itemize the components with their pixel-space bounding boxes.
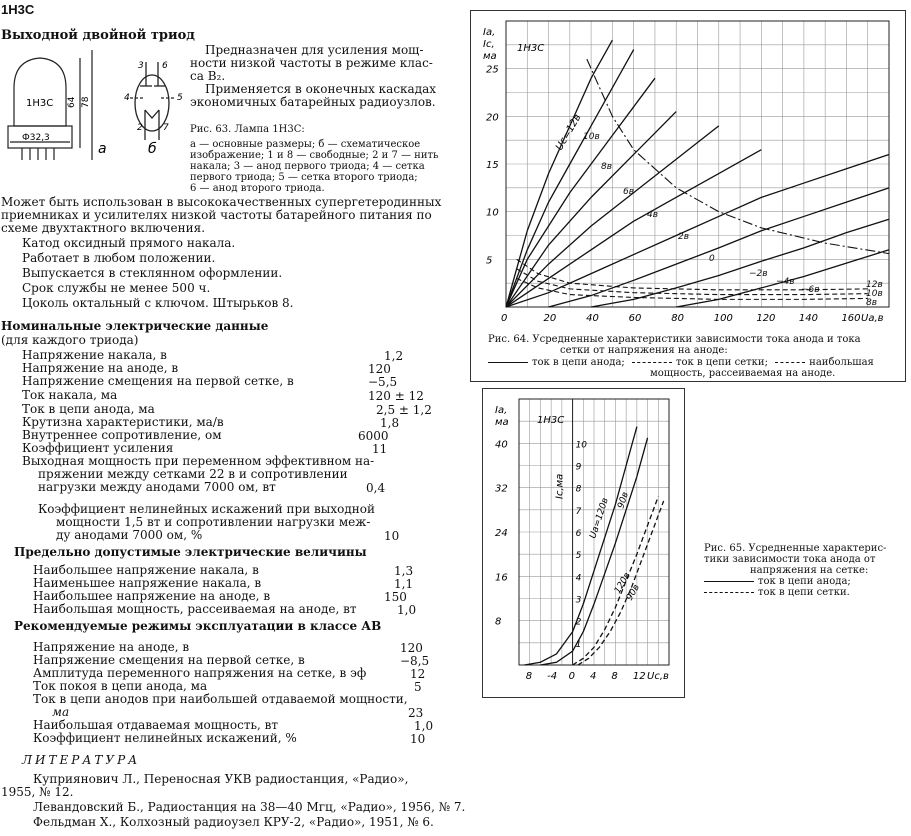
x-tick-label: 160 — [841, 313, 861, 324]
chart-tube-label: 1Н3С — [537, 415, 565, 426]
x-tick-label: 120 — [756, 313, 776, 324]
purpose-line-2: ности низкой частоты в режиме клас- — [190, 56, 433, 70]
intro-line-1: Может быть использован в высококачественных супергетеродинных — [1, 195, 442, 209]
anode-current-line-2: ма — [52, 705, 70, 719]
fig65-caption-1: Рис. 65. Усредненные характерис- — [704, 543, 887, 554]
fig64-caption-3: ток в цепи анода; ток в цепи сетки; наибольшая — [488, 357, 874, 368]
curve-label: −2в — [749, 269, 768, 279]
nominal-row: Напряжение на аноде, в — [22, 361, 179, 375]
x-tick-label: 4 — [590, 671, 597, 682]
y-axis-label-1: Iа, — [483, 27, 496, 38]
nominal-row: Коэффициент усиления — [22, 441, 174, 455]
intro-line-4: Катод оксидный прямого накала. — [22, 236, 236, 250]
nominal-row: Ток в цепи анода, ма — [22, 402, 155, 416]
x-axis-label: Uс,в — [647, 671, 669, 682]
label-b: б — [148, 141, 157, 157]
literature-ref-3: Фельдман Х., Колхозный радиоузел КРУ-2, «Радио», 1951, № 6. — [33, 815, 434, 829]
limits-row: Наименьшее напряжение накала, в — [33, 576, 262, 590]
purpose-line-4: Применяется в оконечных каскадах — [205, 82, 437, 96]
pin-7: 7 — [163, 123, 169, 133]
ic-tick-label: 5 — [575, 551, 582, 562]
curve-label: 12в — [866, 280, 883, 290]
curve-label: −6в — [801, 285, 820, 295]
intro-line-7: Срок службы не менее 500 ч. — [22, 281, 211, 295]
intro-line-5: Работает в любом положении. — [22, 251, 216, 265]
nominal-value: −5,5 — [368, 375, 398, 389]
tube-subtitle: Выходной двойной триод — [1, 28, 195, 43]
fig64-caption-6: мощность, рассеиваемая на аноде. — [650, 368, 836, 379]
ic-tick-label: 4 — [575, 573, 582, 584]
distortion-value: 10 — [384, 529, 400, 543]
nominal-value: 11 — [372, 442, 388, 456]
curve-label: 90в — [616, 490, 632, 510]
intro-line-6: Выпускается в стеклянном оформлении. — [22, 266, 283, 280]
purpose-line-3: са В₂. — [190, 69, 226, 83]
nominal-value: 6000 — [358, 429, 389, 443]
pin-6: 6 — [162, 61, 168, 71]
y-axis-label-2: ма — [495, 417, 509, 428]
y-axis-label-3: ма — [483, 51, 497, 62]
intro-line-8: Цоколь октальный с ключом. Штырьков 8. — [22, 296, 294, 310]
limits-value: 1,1 — [394, 577, 414, 591]
curve-label: 120в — [612, 571, 633, 596]
modes-value: −8,5 — [400, 654, 430, 668]
modes-value: 1,0 — [414, 719, 434, 733]
curve-label: 0 — [709, 254, 715, 264]
x-tick-label: 140 — [798, 313, 818, 324]
curve-label: 90в — [624, 582, 642, 603]
nominal-row: Напряжение смещения на первой сетке, в — [22, 374, 294, 388]
y-tick-label: 32 — [495, 483, 508, 495]
modes-value: 5 — [414, 680, 422, 694]
y-tick-label: 8 — [495, 616, 502, 628]
y-tick-label: 10 — [486, 207, 499, 219]
distortion-line-2: мощности 1,5 вт и сопротивлении нагрузки меж- — [56, 515, 371, 529]
nominal-row: Крутизна характеристики, ма/в — [22, 415, 224, 429]
limits-row: Наибольшее напряжение на аноде, в — [33, 589, 271, 603]
curve-label: 8в — [601, 162, 613, 172]
modes-row: Напряжение смещения на первой сетке, в — [33, 653, 305, 667]
modes-row: Напряжение на аноде, в — [33, 640, 190, 654]
curve-label: 4в — [647, 210, 659, 220]
modes-value: 12 — [410, 667, 426, 681]
anode-current-line-1: Ток в цепи анодов при наибольшей отдаваемой мощности, — [33, 692, 408, 706]
nominal-value: 1,8 — [380, 416, 400, 430]
ic-axis-label: Iс,ма — [554, 473, 566, 499]
purpose-line-1: Предназначен для усиления мощ- — [205, 43, 424, 57]
modes-row: Амплитуда переменного напряжения на сетке, в эф — [33, 666, 367, 680]
curve-label: 8в — [866, 298, 878, 308]
y-axis-label-1: Iа, — [495, 405, 508, 416]
dim-height-78: 78 — [81, 96, 91, 108]
y-tick-label: 15 — [486, 160, 499, 171]
limits-value: 1,0 — [397, 603, 417, 617]
modes-row: Коэффициент нелинейных искажений, % — [33, 731, 297, 745]
pin-4: 4 — [124, 93, 130, 103]
modes-value: 120 — [400, 641, 423, 655]
curve-label: 6в — [623, 187, 635, 197]
fig65-caption-4: ток в цепи анода; — [704, 576, 851, 587]
distortion-line-3: ду анодами 7000 ом, % — [56, 528, 203, 542]
x-tick-label: 60 — [628, 313, 642, 324]
literature-title: ЛИТЕРАТУРА — [22, 753, 141, 767]
x-tick-label: 12 — [632, 671, 646, 682]
power-value: 0,4 — [366, 481, 386, 495]
x-tick-label: -4 — [547, 671, 558, 682]
limits-value: 1,3 — [394, 564, 414, 578]
fig63-caption-l1: а — основные размеры; б — схематическое — [190, 139, 421, 150]
power-line-2: пряжении между сетками 22 в и сопротивлении — [38, 467, 348, 481]
pin-5: 5 — [177, 93, 183, 103]
anode-current-value: 23 — [408, 706, 424, 720]
ic-tick-label: 2 — [575, 617, 582, 628]
tube-label: 1Н3С — [26, 98, 54, 109]
ic-tick-label: 1 — [575, 639, 582, 650]
ic-tick-label: 9 — [575, 462, 582, 473]
x-tick-label: 40 — [586, 313, 599, 324]
ic-tick-label: 3 — [575, 595, 582, 606]
curve-label: 10в — [583, 132, 600, 142]
modes-row: Наибольшая отдаваемая мощность, вт — [33, 718, 279, 732]
x-tick-label: 20 — [543, 313, 557, 324]
fig64-caption-1: Рис. 64. Усредненные характеристики зависимости тока анода и тока — [488, 334, 861, 345]
y-tick-label: 16 — [495, 572, 508, 584]
modes-row: Ток покоя в цепи анода, ма — [33, 679, 208, 693]
distortion-line-1: Коэффициент нелинейных искажений при выходной — [38, 502, 375, 516]
nominal-row: Напряжение накала, в — [22, 348, 167, 362]
y-axis-label-2: Iс, — [483, 39, 495, 50]
nominal-row: Ток накала, ма — [22, 388, 118, 402]
nominal-value: 1,2 — [384, 349, 404, 363]
x-tick-label: 80 — [671, 313, 684, 324]
x-axis-label: Uа,в — [861, 313, 884, 324]
x-tick-label: 8 — [611, 671, 618, 682]
y-tick-label: 40 — [495, 439, 508, 451]
dim-height-64: 64 — [67, 96, 77, 108]
ic-tick-label: 10 — [575, 440, 588, 451]
modes-value: 10 — [410, 732, 426, 746]
pin-2: 2 — [137, 123, 143, 133]
purpose-line-5: экономичных батарейных радиоузлов. — [190, 95, 436, 109]
limits-row: Наибольшее напряжение накала, в — [33, 563, 259, 577]
y-tick-label: 5 — [486, 255, 493, 267]
x-tick-label: 0 — [568, 671, 575, 682]
y-tick-label: 25 — [486, 64, 499, 76]
y-tick-label: 20 — [486, 112, 499, 124]
fig63-caption-l5: 6 — анод второго триода. — [190, 183, 325, 194]
nominal-subtitle: (для каждого триода) — [1, 333, 139, 347]
dim-diameter: Ф32,3 — [22, 133, 50, 143]
fig63-caption: Рис. 63. Лампа 1Н3С: — [190, 124, 305, 135]
tube-model-title: 1Н3С — [1, 2, 35, 17]
nominal-value: 120 ± 12 — [368, 389, 424, 403]
fig65-caption-2: тики зависимости тока анода от — [704, 554, 876, 565]
x-tick-label: 100 — [713, 313, 733, 324]
tube-figure-63 — [0, 48, 190, 178]
intro-line-2: приемниках и усилителях низкой частоты батарейного питания по — [1, 208, 432, 222]
nominal-value: 2,5 ± 1,2 — [376, 403, 432, 417]
curve-label: Uа=120в — [588, 496, 611, 540]
uc-label: Uс=12в — [554, 112, 584, 153]
x-tick-label: 0 — [501, 313, 508, 324]
curve-label: 10в — [866, 289, 883, 299]
nominal-title: Номинальные электрические данные — [1, 319, 269, 333]
intro-line-3: схеме двухтактного включения. — [1, 221, 206, 235]
literature-ref-2: Левандовский Б., Радиостанция на 38—40 Мгц, «Радио», 1956, № 7. — [33, 800, 466, 814]
fig64-chart — [471, 11, 903, 379]
fig65-caption-3: напряжения на сетке: — [750, 565, 869, 576]
fig63-caption-l3: накала; 3 — анод первого триода; 4 — сетка — [190, 161, 425, 172]
y-tick-label: 24 — [495, 528, 508, 539]
label-a: а — [98, 141, 107, 157]
power-line-1: Выходная мощность при переменном эффективном на- — [22, 454, 375, 468]
x-tick-label: 8 — [525, 671, 533, 682]
limits-value: 150 — [384, 590, 407, 604]
power-line-3: нагрузки между анодами 7000 ом, вт — [38, 480, 276, 494]
nominal-row: Внутреннее сопротивление, ом — [22, 428, 222, 442]
fig64-caption-2: сетки от напряжения на аноде: — [560, 345, 728, 356]
literature-ref-1a: Куприянович Л., Переносная УКВ радиостанция, «Радио», — [33, 772, 409, 786]
ic-tick-label: 8 — [575, 484, 582, 495]
fig63-caption-l2: изображение; 1 и 8 — свободные; 2 и 7 — нить — [190, 150, 439, 161]
modes-title: Рекомендуемые режимы эксплуатации в классе АВ — [14, 619, 382, 633]
ic-tick-label: 6 — [575, 529, 582, 539]
nominal-value: 120 — [368, 362, 391, 376]
curve-label: −4в — [776, 277, 795, 287]
fig65-chart — [483, 389, 682, 695]
pin-3: 3 — [138, 61, 144, 71]
literature-ref-1b: 1955, № 12. — [1, 785, 74, 799]
limits-title: Предельно допустимые электрические величины — [14, 545, 367, 559]
ic-tick-label: 7 — [575, 506, 582, 517]
fig63-caption-l4: первого триода; 5 — сетка второго триода; — [190, 172, 418, 183]
chart-tube-label: 1Н3С — [517, 43, 545, 54]
curve-label: 2в — [678, 232, 690, 242]
limits-row: Наибольшая мощность, рассеиваемая на аноде, вт — [33, 602, 357, 616]
fig65-caption-5: ток в цепи сетки. — [704, 587, 850, 598]
